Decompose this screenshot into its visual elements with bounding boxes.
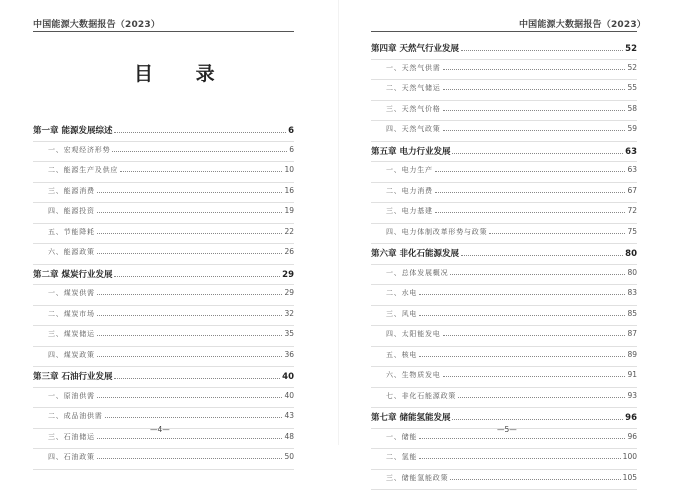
entry-divider <box>33 161 294 162</box>
entry-divider <box>371 346 637 347</box>
dot-leader <box>419 293 625 295</box>
toc-entry-page: 43 <box>284 411 294 420</box>
dot-leader <box>114 377 280 379</box>
dot-leader <box>452 418 623 420</box>
page-number: —5— <box>497 425 517 434</box>
header-rule <box>33 31 294 32</box>
toc-entry-title: 三、石油储运 <box>48 432 95 442</box>
dot-leader <box>435 191 626 193</box>
toc-entry-title: 第七章 储能氢能发展 <box>371 411 450 423</box>
entry-divider <box>371 223 637 224</box>
dot-leader <box>97 314 283 316</box>
dot-leader <box>452 152 623 154</box>
toc-entry-title: 一、储能 <box>386 432 417 442</box>
entry-divider <box>371 489 637 490</box>
toc-entry-title: 二、天然气储运 <box>386 83 441 93</box>
dot-leader <box>461 254 623 256</box>
toc-entry-title: 三、储能氢能政策 <box>386 473 448 483</box>
toc-entry-title: 一、原油供需 <box>48 391 95 401</box>
toc-entry-title: 一、电力生产 <box>386 165 433 175</box>
toc-entry-page: 83 <box>627 288 637 297</box>
toc-title: 目 录 <box>134 59 233 86</box>
running-header: 中国能源大数据报告（2023） <box>33 17 160 30</box>
toc-entry-page: 80 <box>627 268 637 277</box>
toc-entry-page: 89 <box>627 350 637 359</box>
header-rule <box>371 31 637 32</box>
dot-leader <box>443 334 626 336</box>
toc-entry-page: 52 <box>625 44 637 54</box>
dot-leader <box>443 109 626 111</box>
toc-entry-title: 第二章 煤炭行业发展 <box>33 268 112 280</box>
entry-divider <box>33 264 294 265</box>
dot-leader <box>114 131 286 133</box>
toc-entry-page: 29 <box>284 288 294 297</box>
toc-entry-title: 第一章 能源发展综述 <box>33 124 112 136</box>
entry-divider <box>371 325 637 326</box>
entry-divider <box>33 182 294 183</box>
dot-leader <box>435 211 626 213</box>
entry-divider <box>33 305 294 306</box>
dot-leader <box>443 129 626 131</box>
dot-leader <box>450 478 620 480</box>
dot-leader <box>443 88 626 90</box>
entry-divider <box>371 100 637 101</box>
dot-leader <box>97 355 283 357</box>
toc-entry-page: 63 <box>625 147 637 157</box>
entry-divider <box>33 325 294 326</box>
toc-entry-title: 三、风电 <box>386 309 417 319</box>
toc-entry-page: 40 <box>284 391 294 400</box>
toc-entry-page: 19 <box>284 206 294 215</box>
toc-entry-page: 36 <box>284 350 294 359</box>
toc-entry-title: 四、电力体制改革形势与政策 <box>386 227 487 237</box>
toc-entry-title: 五、核电 <box>386 350 417 360</box>
toc-entry-page: 85 <box>627 309 637 318</box>
toc-entry-page: 96 <box>627 432 637 441</box>
toc-entry-title: 七、非化石能源政策 <box>386 391 456 401</box>
entry-divider <box>371 305 637 306</box>
toc-entry-page: 105 <box>623 473 637 482</box>
dot-leader <box>97 396 283 398</box>
toc-entry-title: 三、电力基建 <box>386 206 433 216</box>
entry-divider <box>371 469 637 470</box>
entry-divider <box>371 59 637 60</box>
entry-divider <box>371 141 637 142</box>
dot-leader <box>105 416 283 418</box>
entry-divider <box>371 387 637 388</box>
page-number: —4— <box>150 425 170 434</box>
toc-entry-page: 26 <box>284 247 294 256</box>
toc-entry-title: 一、总体发展概况 <box>386 268 448 278</box>
dot-leader <box>443 375 626 377</box>
toc-entry-title: 二、煤炭市场 <box>48 309 95 319</box>
running-header: 中国能源大数据报告（2023） <box>519 17 646 30</box>
toc-entry-title: 一、宏观经济形势 <box>48 145 110 155</box>
dot-leader <box>419 355 625 357</box>
toc-entry-page: 6 <box>289 145 294 154</box>
entry-divider <box>371 120 637 121</box>
entry-divider <box>371 448 637 449</box>
dot-leader <box>114 275 280 277</box>
dot-leader <box>419 437 625 439</box>
left-page <box>0 0 338 445</box>
toc-entry-title: 四、天然气政策 <box>386 124 441 134</box>
toc-list <box>33 124 294 473</box>
dot-leader <box>112 150 287 152</box>
entry-divider <box>371 264 637 265</box>
toc-entry-title: 四、石油政策 <box>48 452 95 462</box>
toc-entry-title: 第三章 石油行业发展 <box>33 370 112 382</box>
entry-divider <box>371 161 637 162</box>
toc-entry-page: 58 <box>627 104 637 113</box>
toc-entry-page: 48 <box>284 432 294 441</box>
entry-divider <box>33 223 294 224</box>
toc-entry-page: 50 <box>284 452 294 461</box>
toc-entry-title: 二、电力消费 <box>386 186 433 196</box>
toc-entry-title: 二、成品油供需 <box>48 411 103 421</box>
dot-leader <box>97 232 283 234</box>
toc-entry-page: 32 <box>284 309 294 318</box>
toc-entry-page: 52 <box>627 63 637 72</box>
entry-divider <box>371 407 637 408</box>
dot-leader <box>435 170 626 172</box>
toc-entry-title: 三、能源消费 <box>48 186 95 196</box>
toc-entry-page: 100 <box>623 452 637 461</box>
toc-entry-page: 35 <box>284 329 294 338</box>
toc-entry-title: 一、天然气供需 <box>386 63 441 73</box>
dot-leader <box>461 49 623 51</box>
dot-leader <box>458 396 625 398</box>
toc-entry-title: 第五章 电力行业发展 <box>371 145 450 157</box>
dot-leader <box>419 457 620 459</box>
toc-entry-page: 75 <box>627 227 637 236</box>
dot-leader <box>450 273 625 275</box>
dot-leader <box>419 314 625 316</box>
dot-leader <box>97 457 283 459</box>
toc-entry-title: 四、太阳能发电 <box>386 329 441 339</box>
toc-entry-title: 三、天然气价格 <box>386 104 441 114</box>
entry-divider <box>33 346 294 347</box>
dot-leader <box>97 252 283 254</box>
toc-entry-page: 59 <box>627 124 637 133</box>
dot-leader <box>97 334 283 336</box>
toc-entry-title: 三、煤炭储运 <box>48 329 95 339</box>
entry-divider <box>33 407 294 408</box>
dot-leader <box>97 211 283 213</box>
dot-leader <box>443 68 626 70</box>
toc-entry-page: 96 <box>625 413 637 423</box>
toc-entry-page: 91 <box>627 370 637 379</box>
entry-divider <box>33 202 294 203</box>
entry-divider <box>33 366 294 367</box>
entry-divider <box>33 448 294 449</box>
entry-divider <box>33 243 294 244</box>
toc-entry-page: 55 <box>627 83 637 92</box>
toc-entry-page: 40 <box>282 372 294 382</box>
entry-divider <box>33 141 294 142</box>
dot-leader <box>97 293 283 295</box>
toc-entry-page: 10 <box>284 165 294 174</box>
dot-leader <box>97 191 283 193</box>
dot-leader <box>120 170 282 172</box>
toc-entry-page: 72 <box>627 206 637 215</box>
toc-entry-page: 63 <box>627 165 637 174</box>
toc-entry-title: 第四章 天然气行业发展 <box>371 42 459 54</box>
toc-entry-title: 五、节能降耗 <box>48 227 95 237</box>
toc-entry-title: 六、能源政策 <box>48 247 95 257</box>
dot-leader <box>97 437 283 439</box>
entry-divider <box>371 182 637 183</box>
toc-entry-page: 93 <box>627 391 637 400</box>
toc-entry-title: 四、能源投资 <box>48 206 95 216</box>
entry-divider <box>371 79 637 80</box>
entry-divider <box>371 243 637 244</box>
toc-entry-page: 80 <box>625 249 637 259</box>
toc-entry-title: 六、生物质发电 <box>386 370 441 380</box>
entry-divider <box>33 284 294 285</box>
entry-divider <box>33 387 294 388</box>
entry-divider <box>371 284 637 285</box>
toc-entry-title: 二、氢能 <box>386 452 417 462</box>
dot-leader <box>489 232 625 234</box>
entry-divider <box>371 202 637 203</box>
toc-entry-page: 67 <box>627 186 637 195</box>
toc-entry-page: 16 <box>284 186 294 195</box>
right-page <box>339 0 677 445</box>
toc-entry-title: 二、水电 <box>386 288 417 298</box>
entry-divider <box>371 366 637 367</box>
entry-divider <box>33 469 294 470</box>
toc-entry-title: 一、煤炭供需 <box>48 288 95 298</box>
toc-entry-page: 6 <box>288 126 294 136</box>
toc-entry-title: 二、能源生产及供应 <box>48 165 118 175</box>
toc-entry-title: 第六章 非化石能源发展 <box>371 247 459 259</box>
toc-entry-page: 87 <box>627 329 637 338</box>
toc-entry-title: 四、煤炭政策 <box>48 350 95 360</box>
toc-entry-page: 22 <box>284 227 294 236</box>
toc-entry-page: 29 <box>282 270 294 280</box>
